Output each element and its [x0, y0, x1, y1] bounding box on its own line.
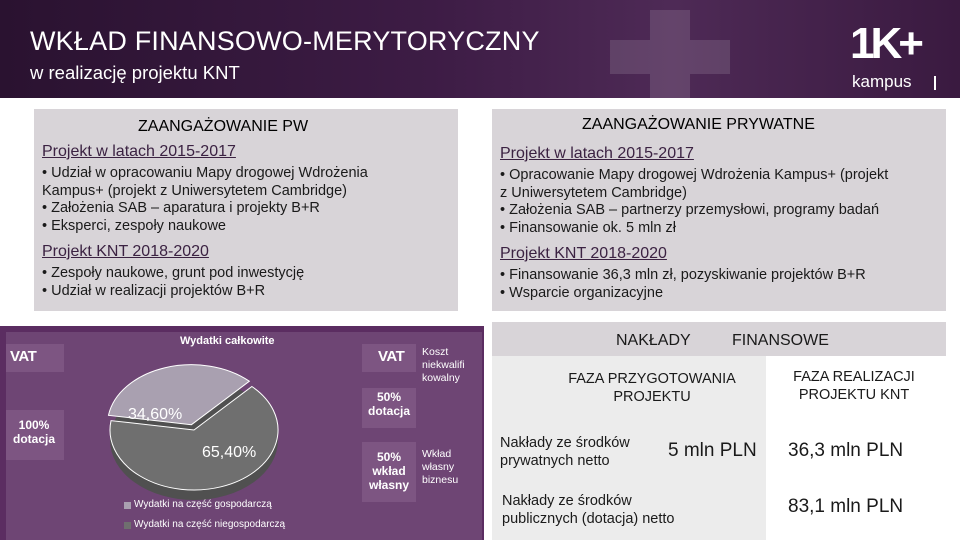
- pie-slice-label-1: 34,60%: [128, 406, 183, 423]
- private-project-2015: Projekt w latach 2015-2017: [500, 145, 694, 162]
- list-item: • Finansowanie ok. 5 mln zł: [500, 219, 676, 236]
- pie-slice-label-2: 65,40%: [202, 444, 257, 461]
- list-item: • Wsparcie organizacyjne: [500, 284, 664, 301]
- logo-mark: 1K+: [850, 19, 920, 68]
- pw-engagement-box: [34, 109, 458, 311]
- header-banner: [0, 0, 960, 98]
- pie-title: Wydatki całkowite: [180, 335, 275, 347]
- list-item: • Założenia SAB – partnerzy przemysłowi, programy badań: [500, 202, 880, 219]
- legend-swatch-2: [124, 522, 131, 529]
- private-list-2015: [500, 167, 888, 237]
- phase-impl-header: FAZA REALIZACJI PROJEKTU KNT: [793, 369, 915, 403]
- pw-list-2015: [42, 165, 368, 235]
- private-list-knt: [500, 267, 866, 302]
- list-item: • Założenia SAB – aparatura i projekty B+R: [42, 200, 320, 217]
- kampus-logo: [850, 19, 946, 94]
- phase-prep-header: FAZA PRZYGOTOWANIA PROJEKTU: [568, 371, 736, 405]
- logo-bar: [934, 76, 936, 90]
- left-dotacja-label: 100% dotacja: [12, 418, 55, 446]
- list-item: Kampus+ (projekt z Uniwersytetem Cambridge): [42, 182, 348, 199]
- list-item: • Finansowanie 36,3 mln zł, pozyskiwanie projektów B+R: [500, 267, 866, 283]
- right-wklad-label: 50% wkład własny: [368, 450, 410, 492]
- legend-item-1: Wydatki na część gospodarczą: [134, 499, 272, 510]
- pw-project-2015: Projekt w latach 2015-2017: [42, 143, 236, 160]
- row-private-label: Nakłady ze środków prywatnych netto: [500, 435, 630, 469]
- vat-left-tag: VAT: [10, 348, 37, 365]
- vat-right-tag: VAT: [378, 348, 405, 365]
- list-item: • Zespoły naukowe, grunt pod inwestycję: [42, 265, 305, 281]
- row-public-impl-value: 83,1 mln PLN: [788, 496, 904, 517]
- page-subtitle: w realizację projektu KNT: [30, 62, 240, 83]
- private-project-knt: Projekt KNT 2018-2020: [500, 245, 667, 262]
- logo-text: kampus: [852, 72, 912, 91]
- private-engagement-box: [492, 109, 946, 311]
- pie-chart-panel: [0, 326, 484, 540]
- fin-title-left: NAKŁADY: [616, 332, 691, 349]
- list-item: • Udział w realizacji projektów B+R: [42, 282, 266, 299]
- wklad-label: Wkład własny biznesu: [422, 448, 459, 486]
- row-private-impl-value: 36,3 mln PLN: [788, 440, 904, 461]
- plus-decoration-icon: [560, 0, 820, 98]
- legend-item-2: Wydatki na część niegospodarczą: [134, 519, 286, 530]
- row-private-prep-value: 5 mln PLN: [668, 440, 757, 461]
- financial-table: [492, 322, 946, 540]
- pw-heading: ZAANGAŻOWANIE PW: [138, 118, 309, 135]
- list-item: • Udział w opracowaniu Mapy drogowej Wdrożenia: [42, 165, 368, 181]
- koszt-label: Koszt niekwalifi kowalny: [422, 346, 465, 384]
- fin-title-right: FINANSOWE: [732, 332, 829, 349]
- page-title: WKŁAD FINANSOWO-MERYTORYCZNY: [30, 26, 540, 56]
- legend-swatch-1: [124, 502, 131, 509]
- row-public-label: Nakłady ze środków publicznych (dotacja) netto: [502, 493, 675, 527]
- list-item: • Opracowanie Mapy drogowej Wdrożenia Kampus+ (projekt: [500, 167, 889, 183]
- private-heading: ZAANGAŻOWANIE PRYWATNE: [582, 116, 815, 133]
- pw-project-knt: Projekt KNT 2018-2020: [42, 243, 209, 260]
- pw-list-knt: [42, 265, 304, 300]
- list-item: • Eksperci, zespoły naukowe: [42, 217, 226, 234]
- right-dotacja-label: 50% dotacja: [367, 390, 410, 418]
- list-item: z Uniwersytetem Cambridge): [500, 184, 687, 201]
